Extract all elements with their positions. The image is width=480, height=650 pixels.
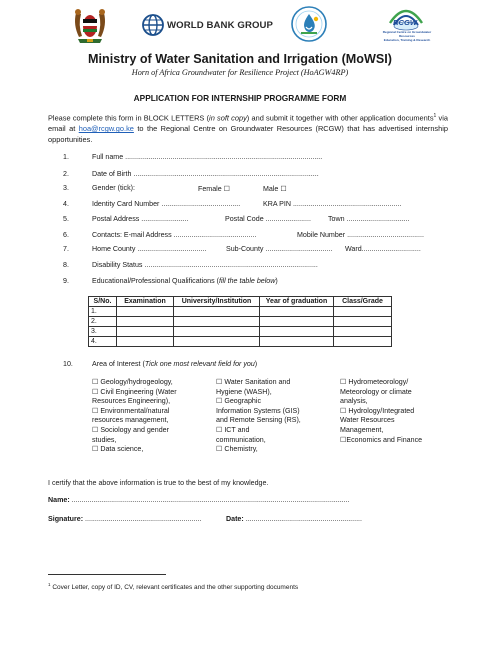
- certification-statement: I certify that the above information is true to the best of my knowledge.: [48, 479, 269, 487]
- interest-column-1: [92, 378, 207, 455]
- area-of-interest-label: [92, 360, 257, 368]
- name-label: Name:: [48, 496, 70, 504]
- intro-footnote-mark: 1: [433, 113, 437, 119]
- intro-italic: in soft copy: [209, 113, 247, 123]
- interest-option[interactable]: ☐ ICT and: [216, 425, 250, 434]
- rcgw-wordmark: RCGW: [393, 18, 418, 27]
- table-cell[interactable]: [117, 337, 174, 347]
- col-header-examination: Examination: [117, 297, 174, 307]
- interest-option[interactable]: ☐ Water Sanitation and: [216, 378, 291, 386]
- interest-option[interactable]: ☐ Civil Engineering (Water: [92, 387, 177, 396]
- interest-option-cont: Hygiene (WASH),: [216, 387, 272, 396]
- item-number: 2.: [63, 170, 69, 178]
- world-bank-wordmark: WORLD BANK GROUP: [167, 20, 274, 31]
- table-cell[interactable]: [260, 307, 334, 317]
- intro-text-2: ) and submit it together with other application documents: [246, 113, 434, 123]
- row-number: 4.: [89, 337, 117, 347]
- mobile-number-field[interactable]: Mobile Number .......................................: [297, 231, 424, 239]
- row-number: 3.: [89, 327, 117, 337]
- postal-address-field[interactable]: Postal Address ........................: [92, 215, 189, 223]
- item-number: 7.: [63, 245, 69, 253]
- table-header-row: [89, 297, 392, 307]
- gender-label: Gender (tick):: [92, 184, 135, 192]
- item-number: 10.: [63, 360, 73, 368]
- table-cell[interactable]: [174, 327, 260, 337]
- item-number: 8.: [63, 261, 69, 269]
- home-county-field[interactable]: Home County ...................................: [92, 245, 207, 253]
- interest-option-cont: communication,: [216, 435, 266, 444]
- table-row: [89, 337, 392, 347]
- rcgw-tagline-line1: Regional Centre on Groundwater Resources: [382, 30, 432, 38]
- project-subtitle: Horn of Africa Groundwater for Resilience Project (HoAGW4RP): [131, 68, 349, 77]
- ward-field[interactable]: Ward..............................: [345, 245, 421, 253]
- interest-option-cont: Water Resources: [340, 416, 395, 425]
- table-cell[interactable]: [117, 317, 174, 327]
- table-cell[interactable]: [334, 327, 392, 337]
- col-header-grade: Class/Grade: [334, 297, 392, 307]
- disability-status-field[interactable]: Disability Status ........................................................................................: [92, 261, 318, 269]
- interest-option[interactable]: ☐ Geographic: [216, 397, 262, 406]
- interest-option-cont: Management,: [340, 425, 384, 434]
- female-checkbox[interactable]: Female ☐: [198, 185, 230, 193]
- full-name-field[interactable]: Full name ....................................................................................................: [92, 153, 323, 161]
- name-dots: .............................................................................................................................................: [69, 496, 350, 504]
- item-number: 9.: [63, 277, 69, 285]
- intro-text-1: Please complete this form in BLOCK LETTERS (: [48, 113, 210, 123]
- col-header-sno: S/No.: [89, 297, 117, 307]
- town-field[interactable]: Town ................................: [328, 215, 410, 223]
- date-line[interactable]: [226, 515, 362, 523]
- interest-option-cont: resources management,: [92, 416, 169, 425]
- date-label: Date:: [226, 515, 244, 523]
- kenya-coat-of-arms-logo: [70, 5, 110, 45]
- row-number: 2.: [89, 317, 117, 327]
- table-cell[interactable]: [260, 337, 334, 347]
- signature-line[interactable]: [48, 515, 201, 523]
- rcgw-tagline-line2: Education, Training & Research: [383, 38, 431, 42]
- table-cell[interactable]: [117, 307, 174, 317]
- name-line[interactable]: [48, 496, 350, 504]
- interest-option[interactable]: ☐Economics and Finance: [340, 435, 423, 444]
- interest-option-cont: analysis,: [340, 397, 368, 406]
- table-cell[interactable]: [174, 337, 260, 347]
- table-row: [89, 327, 392, 337]
- date-of-birth-field[interactable]: Date of Birth ..............................................................................................: [92, 170, 319, 178]
- qualifications-hint: fill the table below: [218, 277, 276, 285]
- world-bank-globe-icon: [142, 14, 164, 36]
- col-header-institution: University/Institution: [174, 297, 260, 307]
- interest-text: Area of Interest (: [92, 360, 145, 368]
- interest-option[interactable]: ☐ Hydrology/Integrated: [340, 406, 415, 415]
- interest-column-2: [216, 378, 331, 455]
- qualifications-close: ): [275, 277, 278, 285]
- kra-pin-field[interactable]: KRA PIN .......................................................: [263, 200, 402, 208]
- footnote-divider: [48, 574, 166, 575]
- col-header-year: Year of graduation: [260, 297, 334, 307]
- interest-close: ): [254, 360, 258, 368]
- footnote: [48, 582, 298, 591]
- signature-dots: ...........................................................: [83, 515, 202, 523]
- item-number: 6.: [63, 231, 69, 239]
- item-number: 5.: [63, 215, 69, 223]
- table-row: [89, 317, 392, 327]
- table-cell[interactable]: [334, 317, 392, 327]
- date-dots: ...........................................................: [243, 515, 363, 523]
- qualifications-text: Educational/Professional Qualifications (: [92, 277, 219, 285]
- email-address-field[interactable]: Contacts: E-mail Address ..........................................: [92, 231, 257, 239]
- male-checkbox[interactable]: Male ☐: [263, 185, 287, 193]
- intro-paragraph: [48, 111, 448, 145]
- interest-option[interactable]: ☐ Data science,: [92, 445, 144, 454]
- interest-option[interactable]: ☐ Hydrometeorology/: [340, 378, 409, 386]
- interest-option-cont: and Remote Sensing (RS),: [216, 416, 301, 425]
- intro-text-3: via email at: [48, 113, 448, 134]
- email-link[interactable]: hoa@rcgw.go.ke: [78, 124, 134, 134]
- row-number: 1.: [89, 307, 117, 317]
- interest-column-3: [340, 378, 452, 445]
- postal-code-field[interactable]: Postal Code .......................: [225, 215, 311, 223]
- table-cell[interactable]: [117, 327, 174, 337]
- logo-row: [0, 3, 480, 47]
- interest-option-cont: Information Systems (GIS): [216, 406, 300, 415]
- qualifications-label: [92, 277, 278, 285]
- intro-text-4: to the Regional Centre on Groundwater Resources (RCGW) that has advertised internship opportunities.: [48, 124, 448, 144]
- interest-option-cont: Meteorology or climate: [340, 387, 412, 396]
- item-number: 4.: [63, 200, 69, 208]
- hoa-project-logo: [290, 5, 328, 43]
- interest-option[interactable]: ☐ Environmental/natural: [92, 406, 170, 415]
- ministry-title: Ministry of Water Sanitation and Irrigation (MoWSI): [88, 52, 392, 66]
- interest-option-cont: studies,: [92, 435, 117, 444]
- table-cell[interactable]: [334, 307, 392, 317]
- rcgw-tagline: [376, 30, 438, 42]
- interest-hint: Tick one most relevant field for you: [144, 360, 255, 368]
- form-title: APPLICATION FOR INTERNSHIP PROGRAMME FORM: [133, 93, 347, 103]
- interest-option[interactable]: ☐ Chemistry,: [216, 445, 258, 454]
- footnote-mark: 1: [48, 582, 51, 587]
- item-number: 3.: [63, 184, 69, 192]
- table-cell[interactable]: [260, 327, 334, 337]
- sub-county-field[interactable]: Sub-County ..................................: [226, 245, 333, 253]
- table-cell[interactable]: [260, 317, 334, 327]
- table-cell[interactable]: [334, 337, 392, 347]
- qualifications-table: [88, 296, 392, 347]
- interest-option[interactable]: ☐ Sociology and gender: [92, 425, 169, 434]
- interest-option[interactable]: ☐ Geology/hydrogeology,: [92, 378, 173, 386]
- id-card-field[interactable]: Identity Card Number ........................................: [92, 200, 241, 208]
- table-cell[interactable]: [174, 317, 260, 327]
- item-number: 1.: [63, 153, 69, 161]
- table-row: [89, 307, 392, 317]
- signature-label: Signature:: [48, 515, 84, 523]
- footnote-text: Cover Letter, copy of ID, CV, relevant certificates and the other supporting documents: [50, 584, 299, 592]
- table-cell[interactable]: [174, 307, 260, 317]
- interest-option-cont: Resources Engineering),: [92, 397, 171, 406]
